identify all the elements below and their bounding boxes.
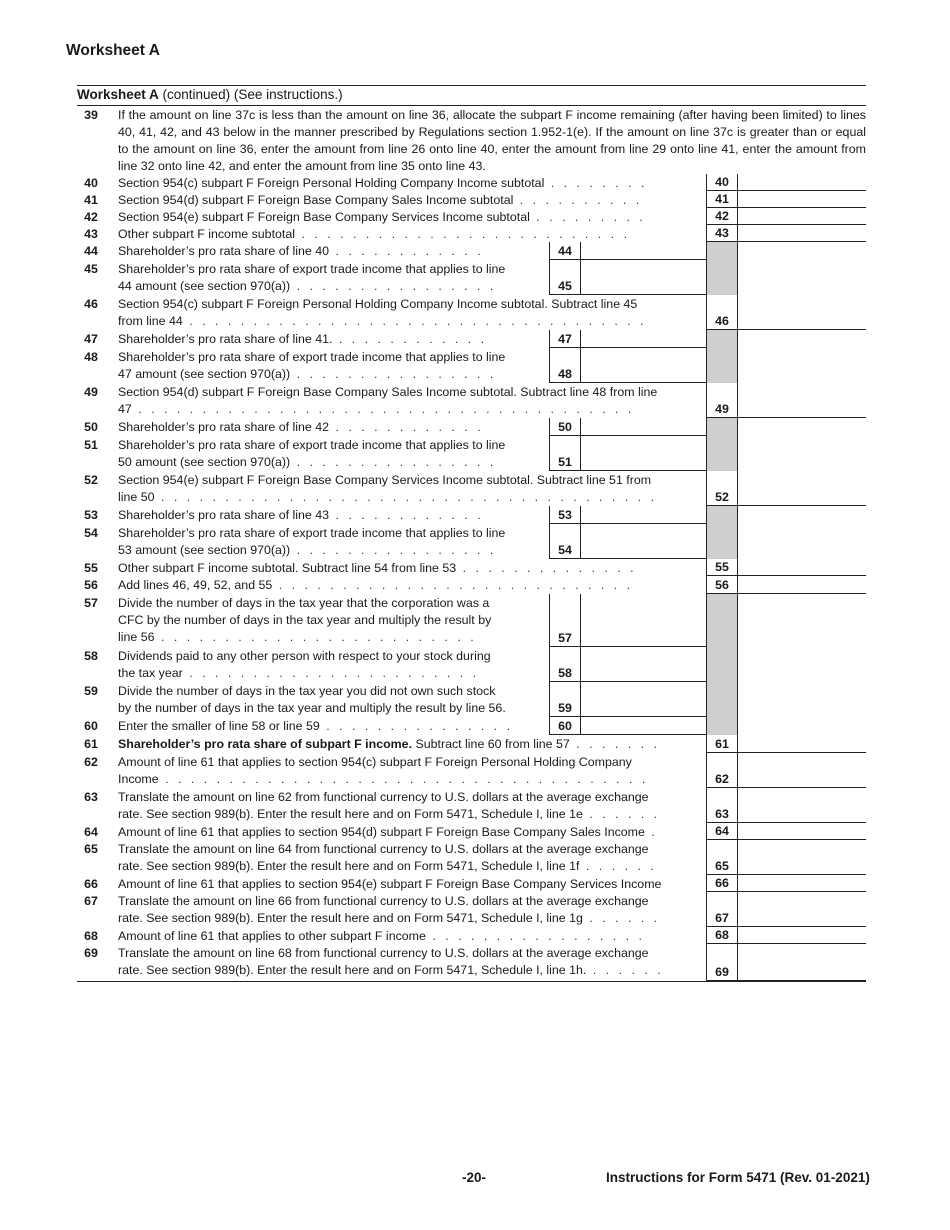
leader-dots: . . . . . . . . . . . . . . . . . . . . . . . . . . — [295, 227, 631, 241]
line-number: 43 — [84, 227, 98, 241]
line-box-label: 52 — [706, 471, 738, 506]
amount-field[interactable] — [738, 823, 866, 840]
leader-dots: . . . . . . . . . . . . — [329, 420, 484, 434]
line-text: the tax year — [118, 666, 183, 680]
line-text: Enter the smaller of line 58 or line 59 — [118, 719, 320, 733]
leader-dots: . . . . . . . . . . . . — [329, 244, 484, 258]
line-description — [118, 876, 703, 893]
line-text: Translate the amount on line 64 from functional currency to U.S. dollars at the average exchange — [118, 842, 649, 856]
line-box-label: 40 — [706, 174, 738, 191]
line-53 — [77, 506, 866, 524]
amount-field[interactable] — [738, 559, 866, 576]
line-description — [118, 824, 703, 841]
line-number: 58 — [84, 649, 98, 663]
line-box-label: 69 — [706, 944, 738, 981]
amount-field[interactable] — [738, 753, 866, 788]
line-box-label: 58 — [549, 647, 581, 682]
line-number: 67 — [84, 894, 98, 908]
leader-dots: . . . . . . — [582, 807, 661, 821]
line-text: Section 954(c) subpart F Foreign Personal Holding Company Income subtotal. Subtract line 45 — [118, 297, 638, 311]
line-number: 61 — [84, 737, 98, 751]
line-box-label: 57 — [549, 594, 581, 647]
line-text: Shareholder’s pro rata share of export trade income that applies to line — [118, 526, 506, 540]
line-text: by the number of days in the tax year and multiply the result by line 56. — [118, 701, 506, 715]
shaded-cell — [706, 647, 738, 682]
line-description — [118, 893, 703, 927]
line-text: Amount of line 61 that applies to section 954(e) subpart F Foreign Base Company Services Income — [118, 877, 662, 891]
line-number: 52 — [84, 473, 98, 487]
line-description — [118, 718, 543, 735]
line-61 — [77, 735, 866, 753]
shaded-cell — [706, 330, 738, 348]
line-description — [118, 437, 543, 471]
line-number: 54 — [84, 526, 98, 540]
leader-dots: . . . . . . . . — [544, 176, 648, 190]
leader-dots: . . . . . . . . . . . . . . . — [319, 719, 514, 733]
leader-dots: . . . . . . — [579, 859, 657, 873]
amount-field[interactable] — [581, 524, 706, 559]
line-box-label: 51 — [549, 436, 581, 471]
amount-field[interactable] — [738, 944, 866, 981]
leader-dots: . — [644, 825, 658, 839]
line-text: rate. See section 989(b). Enter the result here and on Form 5471, Schedule I, line 1e — [118, 807, 583, 821]
line-description — [118, 577, 703, 594]
line-box-label: 66 — [706, 875, 738, 892]
line-text: Section 954(e) subpart F Foreign Base Company Services Income subtotal. Subtract line 51 from — [118, 473, 652, 487]
amount-field[interactable] — [581, 436, 706, 471]
line-box-label: 53 — [549, 506, 581, 524]
leader-dots: . . . . . . . . . . . . . . . . . . . . . . . . . . . . — [272, 578, 634, 592]
line-text: Shareholder’s pro rata share of export trade income that applies to line — [118, 262, 506, 276]
worksheet-header-note: (continued) (See instructions.) — [158, 87, 343, 102]
line-description — [118, 192, 703, 209]
line-box-label: 44 — [549, 242, 581, 260]
leader-dots: . . . . . . . . . . . . . . — [456, 561, 637, 575]
line-description — [118, 261, 543, 295]
amount-field[interactable] — [581, 348, 706, 383]
line-box-label: 68 — [706, 927, 738, 944]
leader-dots: . . . . . . . . . . . . . . . . . . . . . . . . . . . . . . . . . . . . . . . — [154, 490, 658, 504]
amount-field[interactable] — [581, 242, 706, 260]
line-text: Section 954(e) subpart F Foreign Base Company Services Income subtotal — [118, 210, 530, 224]
line-box-label: 61 — [706, 735, 738, 753]
line-number: 53 — [84, 508, 98, 522]
line-42 — [77, 208, 866, 225]
line-box-label: 46 — [706, 295, 738, 330]
amount-field[interactable] — [581, 594, 706, 647]
line-description — [118, 209, 703, 226]
line-description — [118, 595, 543, 646]
line-63 — [77, 788, 866, 823]
line-number: 64 — [84, 825, 98, 839]
page-heading: Worksheet A — [66, 42, 160, 59]
leader-dots: . . . . . . . . . . — [513, 193, 643, 207]
line-box-label: 48 — [549, 348, 581, 383]
line-description — [118, 525, 543, 559]
line-text: Translate the amount on line 68 from functional currency to U.S. dollars at the average exchange — [118, 946, 649, 960]
amount-field[interactable] — [581, 647, 706, 682]
line-text: Other subpart F income subtotal — [118, 227, 295, 241]
line-56 — [77, 576, 866, 594]
line-text: 44 amount (see section 970(a)) — [118, 279, 291, 293]
leader-dots: . . . . . . . — [569, 737, 660, 751]
line-text: Translate the amount on line 62 from functional currency to U.S. dollars at the average exchange — [118, 790, 649, 804]
line-47 — [77, 330, 866, 348]
line-text: Shareholder’s pro rata share of line 42 — [118, 420, 330, 434]
leader-dots: . . . . . . . . . . . . . . . . . . . . . . . . . . . . . . . . . . . . . . . — [131, 402, 635, 416]
line-54 — [77, 524, 866, 559]
line-box-label: 63 — [706, 788, 738, 823]
amount-field[interactable] — [581, 330, 706, 348]
line-number: 57 — [84, 596, 98, 610]
line-text: Amount of line 61 that applies to section 954(d) subpart F Foreign Base Company Sales Income — [118, 825, 645, 839]
line-description — [118, 349, 543, 383]
amount-field[interactable] — [738, 471, 866, 506]
line-43 — [77, 225, 866, 242]
line-text: Section 954(d) subpart F Foreign Base Company Sales Income subtotal — [118, 193, 514, 207]
line-number: 63 — [84, 790, 98, 804]
line-number: 42 — [84, 210, 98, 224]
line-number: 55 — [84, 561, 98, 575]
line-box-label: 50 — [549, 418, 581, 436]
line-number: 68 — [84, 929, 98, 943]
line-text: Income — [118, 772, 159, 786]
line-box-label: 59 — [549, 682, 581, 717]
line-box-label: 60 — [549, 717, 581, 735]
amount-field[interactable] — [581, 418, 706, 436]
line-description — [118, 648, 543, 682]
line-text: Dividends paid to any other person with respect to your stock during — [118, 649, 491, 663]
worksheet-header-title: Worksheet A — [77, 87, 159, 102]
line-description — [118, 226, 703, 243]
shaded-cell — [706, 524, 738, 559]
line-64 — [77, 823, 866, 840]
amount-field[interactable] — [738, 576, 866, 594]
shaded-cell — [706, 682, 738, 717]
line-description — [118, 296, 703, 330]
line-text: CFC by the number of days in the tax year and multiply the result by — [118, 613, 492, 627]
line-description — [118, 754, 703, 788]
line-box-label: 64 — [706, 823, 738, 840]
line-number: 41 — [84, 193, 98, 207]
amount-field[interactable] — [738, 875, 866, 892]
footer-form-title: Instructions for Form 5471 (Rev. 01-2021) — [606, 1170, 870, 1185]
line-bold-label: Shareholder’s pro rata share of subpart F income. — [118, 737, 413, 751]
leader-dots: . . . . . . . . . — [529, 210, 646, 224]
amount-field[interactable] — [738, 840, 866, 875]
leader-dots: . . . . . . . . . . . . . . . . . — [425, 929, 645, 943]
line-number: 39 — [84, 108, 98, 122]
line-69 — [77, 944, 866, 981]
line-text: rate. See section 989(b). Enter the result here and on Form 5471, Schedule I, line 1g — [118, 911, 583, 925]
line-number: 45 — [84, 262, 98, 276]
shaded-cell — [706, 348, 738, 383]
line-46 — [77, 295, 866, 330]
line-description — [118, 683, 543, 717]
line-number: 59 — [84, 684, 98, 698]
line-51 — [77, 436, 866, 471]
line-description — [118, 472, 703, 506]
line-39-text: If the amount on line 37c is less than the amount on line 36, allocate the subpart F income remaining (after having been limited) to lines 40, 41, 42, and 43 below in the manner prescribed by Regulations section 1.952-1(e). If the amount on line 37c is greater than or equal to the amount on line 36, enter the amount from line 26 onto line 40, enter the amount from line 29 onto line 41, enter the amount from line 32 onto line 42, and enter the amount from line 35 onto line 43. — [118, 108, 866, 173]
line-text: Shareholder’s pro rata share of export trade income that applies to line — [118, 438, 506, 452]
line-number: 69 — [84, 946, 98, 960]
line-55 — [77, 559, 866, 576]
shaded-cell — [706, 717, 738, 735]
line-description — [118, 736, 703, 753]
line-box-label: 41 — [706, 191, 738, 208]
worksheet-bottom-rule — [77, 981, 866, 982]
line-description — [118, 507, 543, 524]
line-50 — [77, 418, 866, 436]
line-text: from line 44 — [118, 314, 183, 328]
leader-dots: . . . . . . . . . . . . . . . . . . . . . . . . . — [154, 630, 477, 644]
line-box-label: 67 — [706, 892, 738, 927]
line-text: Shareholder’s pro rata share of export trade income that applies to line — [118, 350, 506, 364]
line-number: 66 — [84, 877, 98, 891]
line-box-label: 62 — [706, 753, 738, 788]
leader-dots: . . . . . . — [582, 911, 661, 925]
line-description — [118, 243, 543, 260]
line-67 — [77, 892, 866, 927]
line-number: 47 — [84, 332, 98, 346]
amount-field[interactable] — [738, 225, 866, 242]
line-number: 62 — [84, 755, 98, 769]
line-box-label: 47 — [549, 330, 581, 348]
leader-dots: . . . . . . . . . . . . . . . . — [290, 367, 497, 381]
line-number: 50 — [84, 420, 98, 434]
line-text: Section 954(c) subpart F Foreign Personal Holding Company Income subtotal — [118, 176, 545, 190]
line-description — [118, 419, 543, 436]
line-68 — [77, 927, 866, 944]
line-box-label: 54 — [549, 524, 581, 559]
line-59 — [77, 682, 866, 717]
line-description — [118, 331, 543, 348]
line-text: line 50 — [118, 490, 155, 504]
line-66 — [77, 875, 866, 892]
amount-field[interactable] — [738, 174, 866, 191]
amount-field[interactable] — [581, 717, 706, 735]
line-number: 65 — [84, 842, 98, 856]
leader-dots: . . . . . . . . . . . . — [332, 332, 488, 346]
shaded-cell — [706, 418, 738, 436]
line-box-label: 45 — [549, 260, 581, 295]
line-57 — [77, 594, 866, 647]
line-description — [118, 175, 703, 192]
line-text: Shareholder’s pro rata share of line 40 — [118, 244, 330, 258]
line-text: Amount of line 61 that applies to other subpart F income — [118, 929, 426, 943]
line-description — [118, 841, 703, 875]
leader-dots: . . . . . . . . . . . . . . . . — [290, 455, 497, 469]
line-number: 49 — [84, 385, 98, 399]
line-text: 47 amount (see section 970(a)) — [118, 367, 291, 381]
line-text: rate. See section 989(b). Enter the result here and on Form 5471, Schedule I, line 1f — [118, 859, 580, 873]
line-48 — [77, 348, 866, 383]
leader-dots: . . . . . . . . . . . . . . . . . . . . . . . . . . . . . . . . . . . . . . — [158, 772, 649, 786]
line-text: Shareholder’s pro rata share of line 41. — [118, 332, 333, 346]
amount-field[interactable] — [738, 383, 866, 418]
line-text: 47 — [118, 402, 132, 416]
line-box-label: 65 — [706, 840, 738, 875]
line-62 — [77, 753, 866, 788]
line-box-label: 56 — [706, 576, 738, 594]
leader-dots: . . . . . . . . . . . . — [329, 508, 484, 522]
worksheet-header — [77, 85, 866, 106]
line-58 — [77, 647, 866, 682]
leader-dots: . . . . . . . . . . . . . . . . . . . . . . . . . . . . . . . . . . . . — [182, 314, 647, 328]
line-49 — [77, 383, 866, 418]
amount-field[interactable] — [738, 788, 866, 823]
line-65 — [77, 840, 866, 875]
shaded-cell — [706, 506, 738, 524]
leader-dots: . . . . . . — [586, 963, 664, 977]
line-39 — [77, 106, 866, 174]
line-description — [118, 384, 703, 418]
line-text: Shareholder’s pro rata share of line 43 — [118, 508, 330, 522]
line-number: 60 — [84, 719, 98, 733]
amount-field[interactable] — [738, 927, 866, 944]
line-number: 46 — [84, 297, 98, 311]
amount-field[interactable] — [738, 295, 866, 330]
line-box-label: 55 — [706, 559, 738, 576]
leader-dots: . . . . . . . . . . . . . . . . — [290, 279, 497, 293]
line-description — [118, 945, 703, 979]
line-text: line 56 — [118, 630, 155, 644]
amount-field[interactable] — [581, 506, 706, 524]
line-60 — [77, 717, 866, 735]
line-40 — [77, 174, 866, 191]
shaded-cell — [706, 242, 738, 260]
line-box-label: 42 — [706, 208, 738, 225]
line-52 — [77, 471, 866, 506]
line-number: 48 — [84, 350, 98, 364]
line-text: Divide the number of days in the tax year that the corporation was a — [118, 596, 490, 610]
line-text: Divide the number of days in the tax year you did not own such stock — [118, 684, 496, 698]
amount-field[interactable] — [738, 892, 866, 927]
shaded-cell — [706, 594, 738, 647]
page-number: -20- — [462, 1170, 487, 1185]
line-41 — [77, 191, 866, 208]
leader-dots: . . . . . . . . . . . . . . . . — [290, 543, 497, 557]
shaded-cell — [706, 260, 738, 295]
line-number: 56 — [84, 578, 98, 592]
amount-field[interactable] — [738, 191, 866, 208]
amount-field[interactable] — [581, 260, 706, 295]
line-text: Add lines 46, 49, 52, and 55 — [118, 578, 273, 592]
line-number: 44 — [84, 244, 98, 258]
shaded-cell — [706, 436, 738, 471]
line-text: 50 amount (see section 970(a)) — [118, 455, 291, 469]
line-description — [118, 928, 703, 945]
line-number: 40 — [84, 176, 98, 190]
line-45 — [77, 260, 866, 295]
line-text: rate. See section 989(b). Enter the result here and on Form 5471, Schedule I, line 1h. — [118, 963, 587, 977]
amount-field[interactable] — [738, 208, 866, 225]
line-text: Other subpart F income subtotal. Subtract line 54 from line 53 — [118, 561, 457, 575]
line-text: Amount of line 61 that applies to section 954(c) subpart F Foreign Personal Holding Company — [118, 755, 632, 769]
leader-dots: . . . . . . . . . . . . . . . . . . . . . . . — [182, 666, 480, 680]
line-box-label: 49 — [706, 383, 738, 418]
line-text: Section 954(d) subpart F Foreign Base Company Sales Income subtotal. Subtract line 48 from line — [118, 385, 658, 399]
line-text: Translate the amount on line 66 from functional currency to U.S. dollars at the average exchange — [118, 894, 649, 908]
line-number: 51 — [84, 438, 98, 452]
line-text: 53 amount (see section 970(a)) — [118, 543, 291, 557]
line-44 — [77, 242, 866, 260]
line-description — [118, 789, 703, 823]
line-text: Subtract line 60 from line 57 — [412, 737, 570, 751]
line-description — [118, 560, 703, 577]
amount-field[interactable] — [581, 682, 706, 717]
amount-field[interactable] — [738, 735, 866, 753]
line-box-label: 43 — [706, 225, 738, 242]
